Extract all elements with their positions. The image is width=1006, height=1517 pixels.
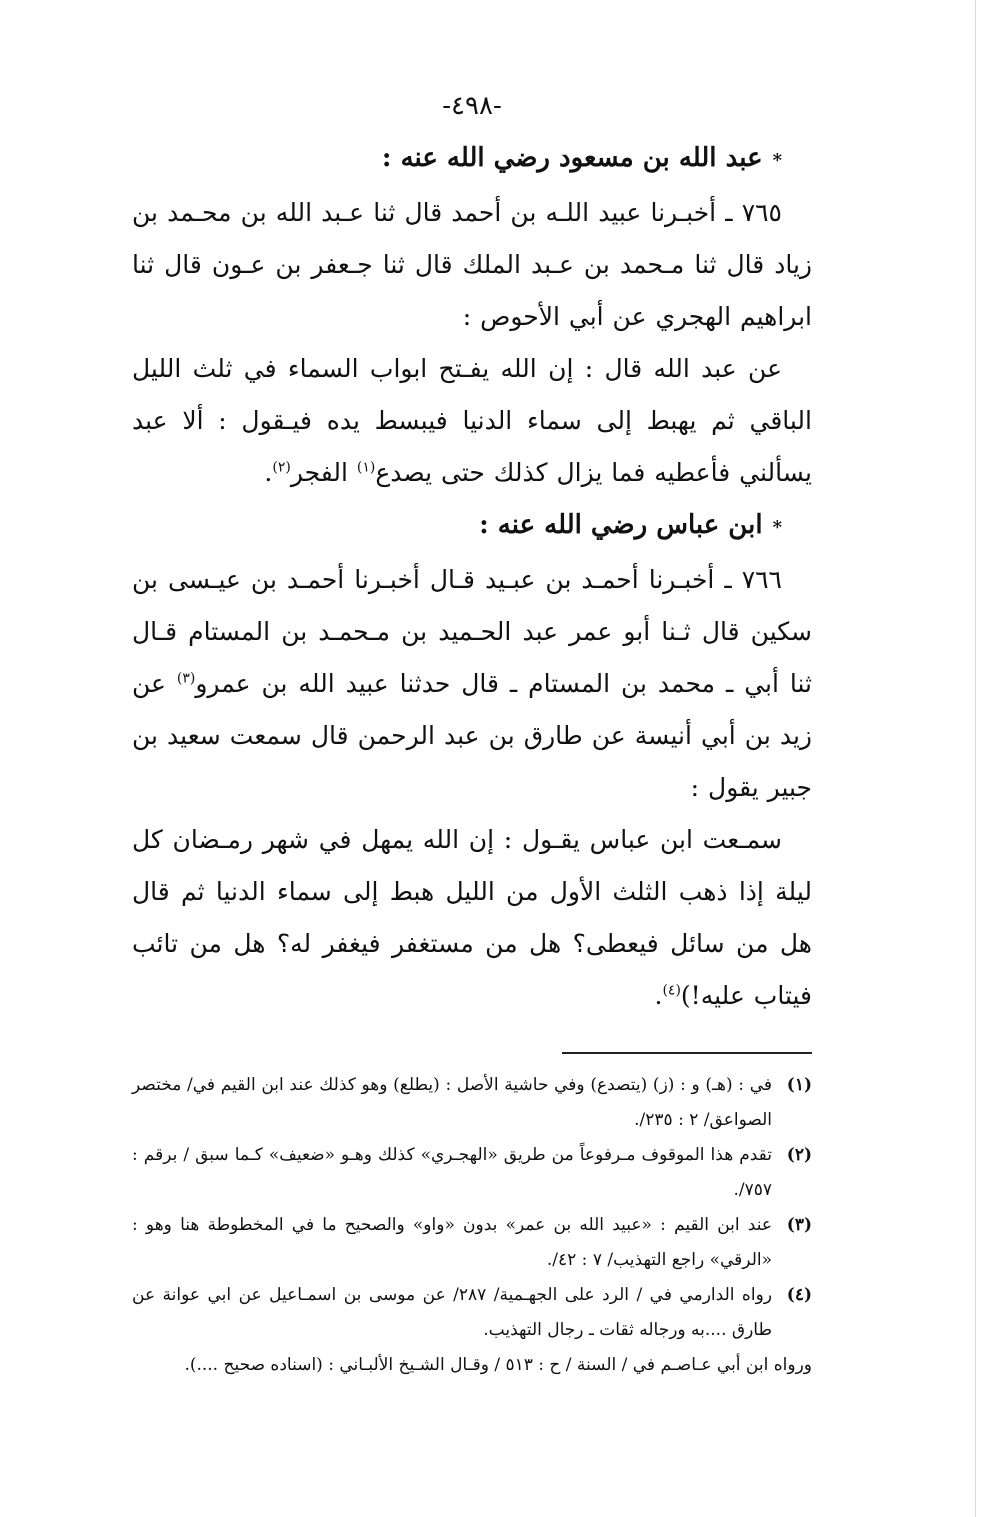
footnote-number: (٤): [786, 1285, 812, 1305]
matn-text: سمـعت ابن عباس يقـول : إن الله يمهل في شهر رمـضان كل ليلة إذا ذهب الثلث الأول من الليل هبط إلى سماء الدنيا ثم قال هل من سائل فيعطى؟ هل من مستغفر فيغفر له؟ هل من تائب فيتاب عليه!): [132, 825, 812, 1010]
page-number: -٤٩٨-: [442, 91, 502, 121]
section-heading-ibn-abbas: [132, 499, 812, 554]
hadith-766-isnad: [132, 554, 812, 814]
isnad-text: ٧٦٦ ـ أخبـرنا أحمـد بن عبـيد قـال أخبـرنا أحمـد بن عيـسى بن سكين قال ثـنا أبو عمر عبد الحـميد بن مـحمـد بن المستام قـال ثنا أبي ـ محمد بن المستام ـ قال حدثنا عبيد الله بن عمرو: [132, 565, 812, 698]
footnote-text: عند ابن القيم : «عبيد الله بن عمر» بدون «واو» والصحيح ما في المخطوطة هنا وهو : «الرقي» راجع التهذيب/ ٧ : ٤٢/.: [132, 1215, 772, 1270]
footnote-text: في : (هـ) و : (ز) (يتصدع) وفي حاشية الأصل : (يطلع) وهو كذلك عند ابن القيم في/ مختصر الصواعق/ ٢ : ٢٣٥/.: [132, 1075, 772, 1130]
footnote-number: (١): [786, 1075, 812, 1095]
footnote-1: [132, 1068, 812, 1138]
footnote-ref-4[interactable]: (٤): [662, 982, 681, 999]
section-heading-ibn-masud: [132, 132, 812, 187]
footnotes: [132, 1068, 812, 1383]
footnote-ref-1[interactable]: (١): [356, 459, 376, 476]
scan-edge-line: [975, 0, 976, 1517]
footnote-4: [132, 1278, 812, 1348]
matn-text: الفجر: [290, 458, 348, 487]
star-bullet-icon: *: [772, 517, 782, 538]
footnote-text: رواه الدارمي في / الرد على الجهـمية/ ٢٨٧/ عن موسى بن اسمـاعيل عن ابي عوانة عن طارق ....به ورجاله ثقات ـ رجال التهذيب.: [132, 1285, 772, 1340]
footnote-text: تقدم هذا الموقوف مـرفوعاً من طريق «الهجـري» كذلك وهـو «ضعيف» كـما سبق / برقم : ٧٥٧/.: [132, 1145, 772, 1200]
heading-text: عبد الله بن مسعود رضي الله عنه :: [381, 143, 763, 173]
matn-end: .: [654, 981, 663, 1010]
matn-text: عن عبد الله قال : إن الله يفـتح ابواب السماء في ثلث الليل الباقي ثم يهبط إلى سماء الدنيا فيبسط يده فيـقول : ألا عبد يسألني فأعطيه فما يزال كذلك حتى يصدع: [132, 354, 812, 487]
heading-text: ابن عباس رضي الله عنه :: [479, 510, 763, 540]
footnote-number: (٣): [786, 1215, 812, 1235]
footnote-number: (٢): [786, 1145, 812, 1165]
hadith-765-matn: [132, 343, 812, 499]
footnote-3: [132, 1208, 812, 1278]
isnad-text: عن زيد بن أبي أنيسة عن طارق بن عبد الرحمن قال سمعت سعيد بن جبير يقول :: [132, 669, 812, 802]
footnote-2: [132, 1138, 812, 1208]
star-bullet-icon: *: [772, 150, 782, 171]
footnote-divider: [562, 1052, 812, 1054]
matn-end: .: [264, 458, 273, 487]
book-page: [132, 86, 812, 1383]
footnote-ref-3[interactable]: (٣): [176, 670, 196, 687]
footnote-ref-2[interactable]: (٢): [272, 459, 291, 476]
footnote-4-continuation: ورواه ابن أبي عـاصـم في / السنة / ح : ٥١٣ / وقـال الشـيخ الألبـاني : (اسناده صحيح ....).: [184, 1355, 812, 1375]
hadith-765-isnad: ٧٦٥ ـ أخبـرنا عبيد اللـه بن أحمد قال ثنا عـبد الله بن محـمد بن زياد قال ثنا مـحمد بن عـبد الملك قال ثنا جـعفر بن عـون قال ثنا ابراهيم الهجري عن أبي الأحوص :: [132, 198, 812, 331]
hadith-766-matn: [132, 814, 812, 1022]
